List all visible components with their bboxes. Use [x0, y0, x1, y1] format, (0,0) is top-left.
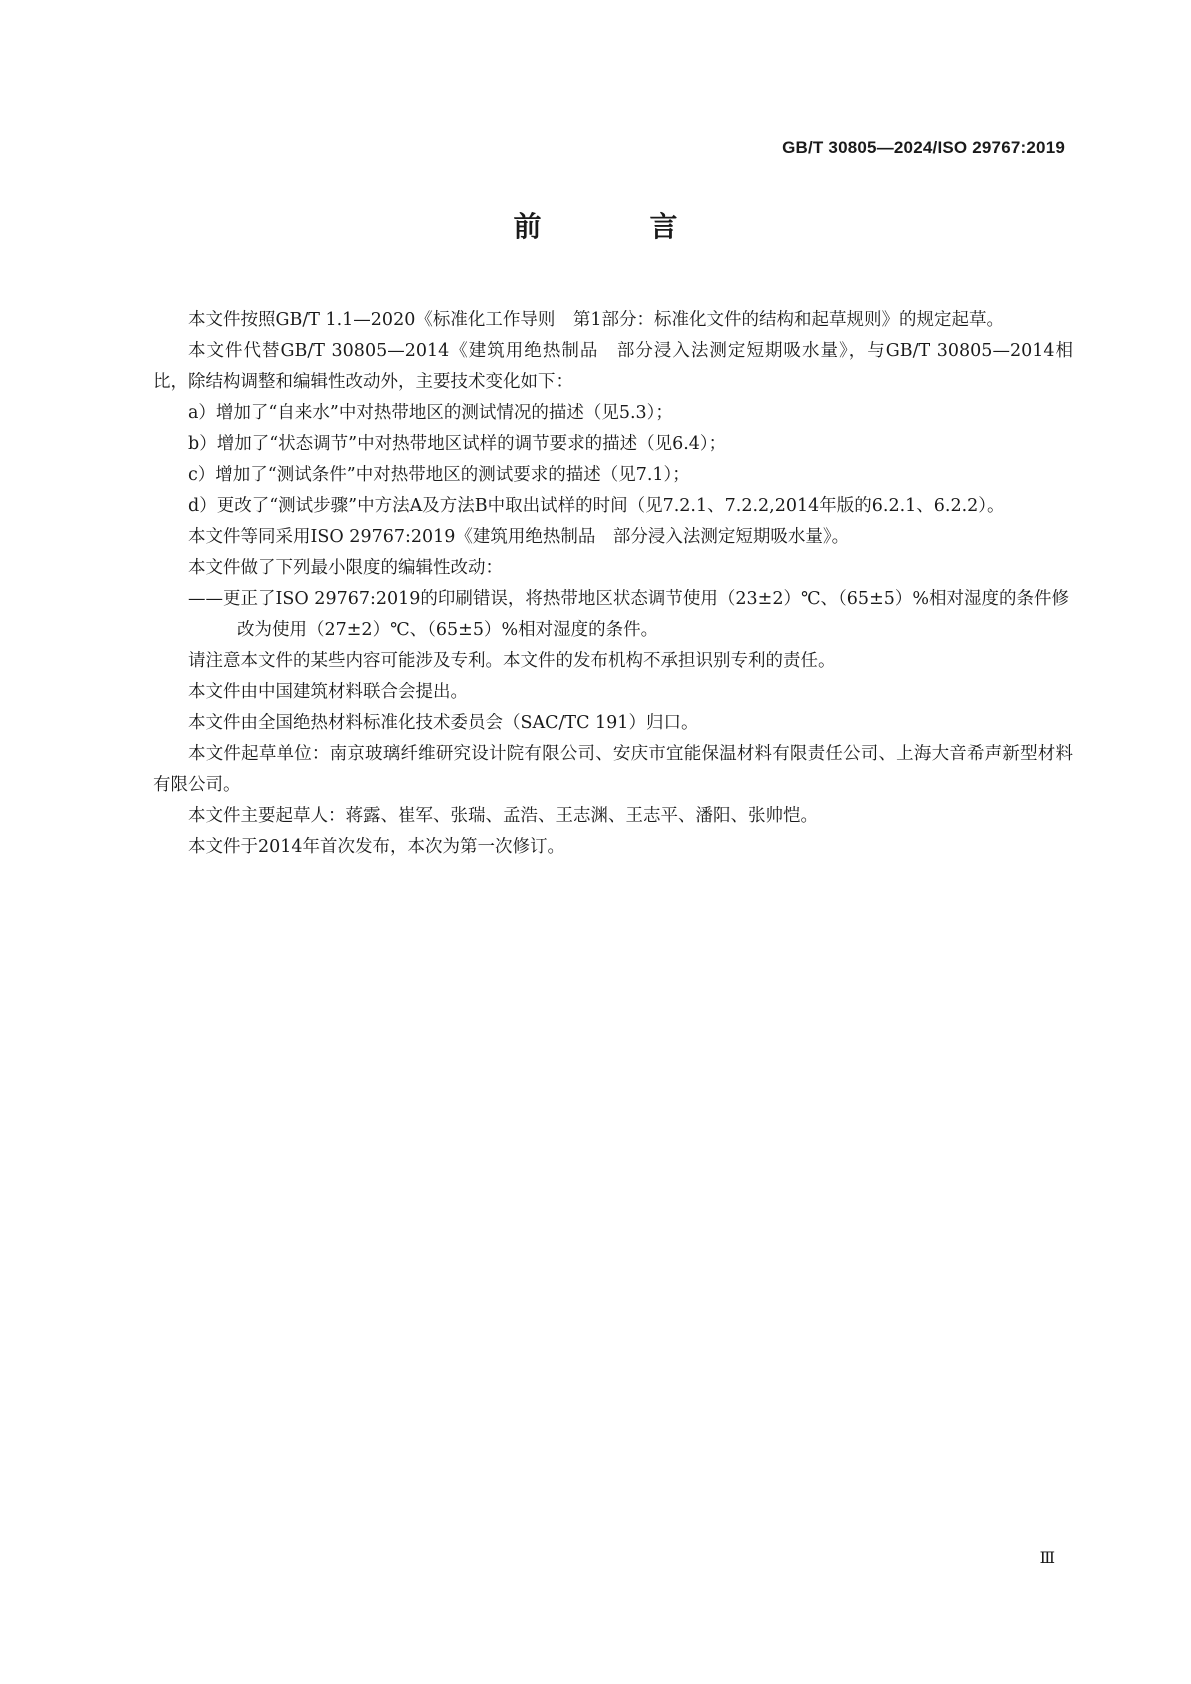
- paragraph-patent-notice: 请注意本文件的某些内容可能涉及专利。本文件的发布机构不承担识别专利的责任。: [188, 651, 836, 671]
- paragraph-replacement: 本文件代替GB/T 30805—2014《建筑用绝热制品 部分浸入法测定短期吸水量》，与GB/T 30805—2014相比，除结构调整和编辑性改动外，主要技术变化如下：: [153, 341, 1073, 392]
- editorial-change-item: ——更正了ISO 29767:2019的印刷错误，将热带地区状态调节使用（23±2）℃、（65±5）%相对湿度的条件修改为使用（27±2）℃、（65±5）%相对湿度的条件。: [188, 589, 1069, 640]
- standard-code-header: GB/T 30805—2024/ISO 29767:2019: [782, 138, 1065, 157]
- paragraph-proposer: 本文件由中国建筑材料联合会提出。: [188, 682, 468, 702]
- paragraph-drafters: 本文件主要起草人：蒋露、崔军、张瑞、孟浩、王志渊、王志平、潘阳、张帅恺。: [188, 806, 818, 826]
- foreword-body: [153, 305, 1073, 863]
- paragraph-publication-history: 本文件于2014年首次发布，本次为第一次修订。: [188, 837, 566, 857]
- change-item-a: a）增加了“自来水”中对热带地区的测试情况的描述（见5.3）；: [188, 403, 673, 423]
- paragraph-editorial-changes: 本文件做了下列最小限度的编辑性改动：: [188, 558, 503, 578]
- paragraph-drafting-rules: 本文件按照GB/T 1.1—2020《标准化工作导则 第1部分：标准化文件的结构和起草规则》的规定起草。: [188, 310, 1004, 330]
- page-title: 前 言: [513, 210, 718, 243]
- page-number: Ⅲ: [1039, 1548, 1055, 1567]
- change-item-c: c）增加了“测试条件”中对热带地区的测试要求的描述（见7.1）；: [188, 465, 690, 485]
- paragraph-drafting-units: 本文件起草单位：南京玻璃纤维研究设计院有限公司、安庆市宜能保温材料有限责任公司、上海大音希声新型材料有限公司。: [153, 744, 1073, 795]
- paragraph-iso-adoption: 本文件等同采用ISO 29767:2019《建筑用绝热制品 部分浸入法测定短期吸水量》。: [188, 527, 850, 547]
- paragraph-committee: 本文件由全国绝热材料标准化技术委员会（SAC/TC 191）归口。: [188, 713, 699, 733]
- change-item-d: d）更改了“测试步骤”中方法A及方法B中取出试样的时间（见7.2.1、7.2.2,2014年版的6.2.1、6.2.2）。: [188, 496, 1005, 516]
- change-item-b: b）增加了“状态调节”中对热带地区试样的调节要求的描述（见6.4）；: [188, 434, 727, 454]
